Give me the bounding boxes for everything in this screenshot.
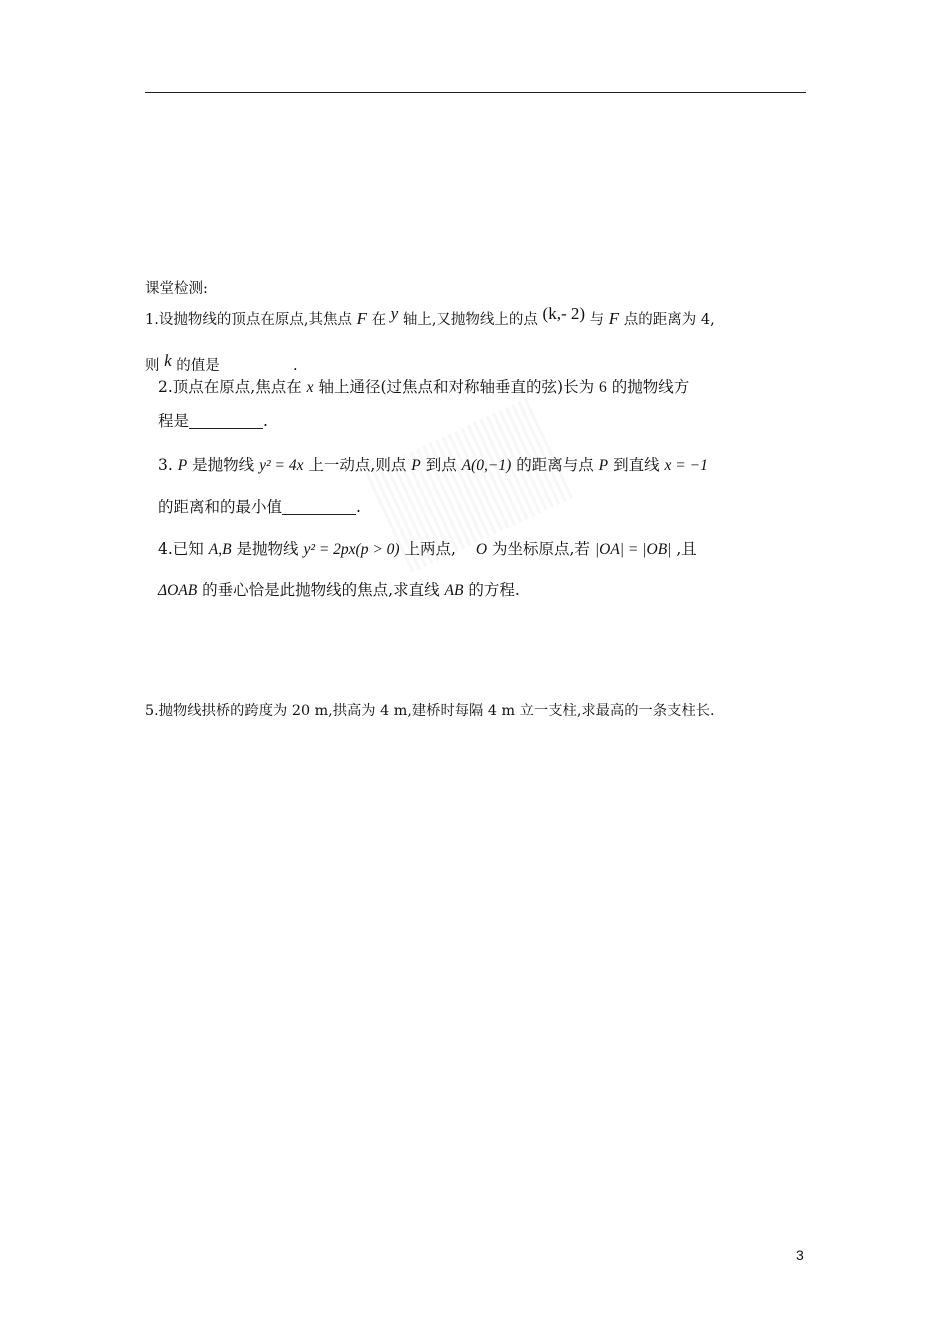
q4-text: 4.已知	[158, 540, 204, 558]
question-1-line-1	[145, 304, 715, 330]
q3-var-P: P	[598, 457, 609, 474]
q1-text: 1.设抛物线的顶点在原点,其焦点	[145, 312, 352, 328]
q4-text: 上两点,	[404, 540, 456, 558]
q1-var-y: y	[390, 304, 399, 323]
q2-text: 2.顶点在原点,焦点在	[158, 378, 302, 396]
q4-parabola-eq: y² = 2px(p > 0)	[303, 541, 400, 558]
q3-end: .	[356, 498, 361, 516]
q3-text: 到直线	[613, 456, 660, 474]
page-number: 3	[796, 1247, 804, 1263]
q1-text: 在	[371, 312, 387, 328]
question-2-line-2	[158, 411, 268, 431]
question-3-line-2	[158, 497, 361, 517]
q1-text: 轴上,又抛物线上的点	[402, 312, 538, 328]
q4-text: 为坐标原点,若	[491, 540, 590, 558]
q4-text: 的方程.	[468, 581, 520, 599]
q2-text: 程是	[158, 412, 190, 430]
question-2-line-1	[158, 377, 689, 398]
question-3-line-1	[158, 455, 708, 476]
q3-text: 的距离与点	[516, 456, 594, 474]
header-rule	[145, 92, 806, 93]
q3-var-P: P	[177, 457, 188, 474]
q3-text: 的距离和的最小值	[158, 498, 283, 516]
answer-blank[interactable]	[282, 498, 356, 515]
q3-text: 到点	[425, 456, 457, 474]
q2-var-x: x	[306, 379, 314, 396]
q1-var-k: k	[164, 351, 172, 370]
q4-abs-eq: |OA| = |OB|	[594, 541, 672, 558]
q3-point-A: A(0,−1)	[461, 457, 512, 474]
q1-text: 与	[589, 312, 605, 328]
question-4-line-2	[158, 580, 520, 601]
q4-text: 的垂心恰是此抛物线的焦点,求直线	[202, 581, 440, 599]
question-4-line-1	[158, 539, 697, 560]
q1-end: .	[292, 358, 298, 374]
q4-var-O: O	[475, 541, 488, 558]
q2-end: .	[263, 412, 268, 430]
answer-blank[interactable]	[189, 412, 263, 429]
q3-text: 3.	[158, 456, 173, 474]
q1-var-F: F	[356, 309, 367, 328]
q4-points-AB: A,B	[208, 541, 232, 558]
q3-parabola-eq: y² = 4x	[259, 457, 304, 474]
q4-text: 是抛物线	[236, 540, 299, 558]
q4-line-AB: AB	[444, 582, 464, 599]
q3-line-eq: x = −1	[664, 457, 708, 474]
q4-text: ,且	[676, 540, 697, 558]
q2-six: 6	[599, 379, 607, 396]
section-title: 课堂检测:	[145, 281, 208, 297]
q1-var-F: F	[608, 309, 620, 328]
q4-triangle: ΔOAB	[158, 582, 198, 599]
q3-var-P: P	[411, 457, 421, 474]
q1-text: 的值是	[176, 358, 220, 374]
question-5: 5.抛物线拱桥的跨度为 20 m,拱高为 4 m,建桥时每隔 4 m 立一支柱,求最高的一条支柱长.	[145, 703, 715, 719]
q2-text: 的抛物线方	[611, 378, 690, 396]
q3-text: 是抛物线	[192, 456, 255, 474]
q3-text: 上一动点,则点	[308, 456, 407, 474]
q1-text: 点的距离为 4,	[623, 312, 715, 328]
q1-point: (k,- 2)	[542, 304, 586, 323]
q1-text: 则	[145, 358, 160, 374]
question-1-line-2	[145, 351, 298, 376]
q2-text: 轴上通径(过焦点和对称轴垂直的弦)长为	[318, 378, 595, 396]
